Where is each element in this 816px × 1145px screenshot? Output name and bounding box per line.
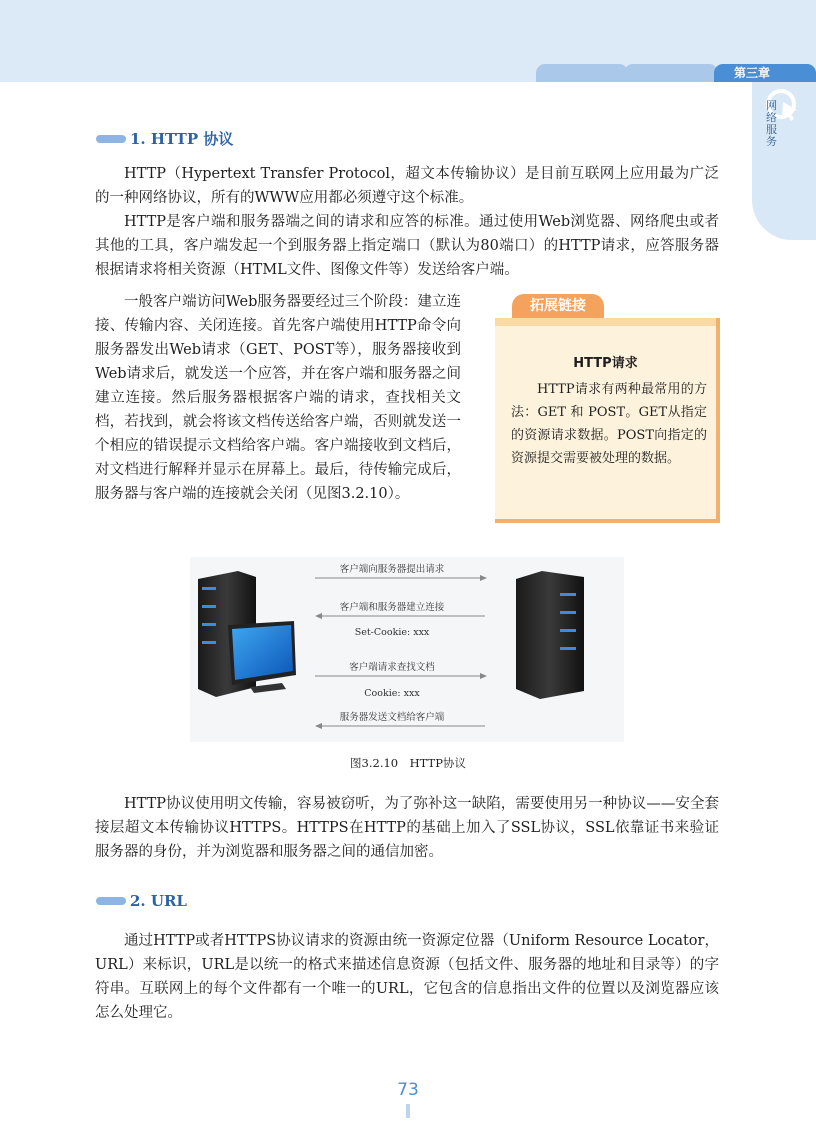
arrow-label: 客户端和服务器建立连接 [339,602,445,613]
side-label: 网络服务 [766,99,777,148]
chapter-tab-decor [536,64,628,82]
paragraph: HTTP（Hypertext Transfer Protocol，超文本传输协议）是目前互联网上应用最为广泛的一种网络协议，所有的WWW应用都必须遵守这个标准。 [95,166,719,206]
server-right-icon [516,571,584,699]
page-number-tick [406,1104,410,1118]
paragraph: 一般客户端访问Web服务器要经过三个阶段：建立连接、传输内容、关闭连接。首先客户端使用HTTP命令向服务器发出Web请求（GET、POST等），服务器接收到Web请求后，就发送一个应答，并在客户端和服务器之间建立连接。然后服务器根据客户端的请求，查找相关文档，若找到，就会将该文档传送给客户端，否则就发送一个相应的错误提示文档给客户端。客户端接收到文档后，对文档进行解释并显示在屏幕上。最后，待传输完成后，服务器与客户端的连接就会关闭（见图3.2.10）。 [95,294,461,502]
extension-body: HTTP请求有两种最常用的方法：GET 和 POST。GET从指定的资源请求数据。POST向指定的资源提交需要被处理的数据。 [511,382,707,466]
extension-top-strip [495,318,716,326]
chapter-tab: 第三章 [714,64,816,82]
page-number: 73 [397,1080,419,1100]
paragraph: HTTP协议使用明文传输，容易被窃听，为了弥补这一缺陷，需要使用另一种协议——安全套接层超文本传输协议HTTPS。HTTPS在HTTP的基础上加入了SSL协议，SSL依靠证书来验证服务器的身份，并为浏览器和服务器之间的通信加密。 [95,796,719,860]
chapter-tab-decor [624,64,718,82]
paragraph: HTTP是客户端和服务器端之间的请求和应答的标准。通过使用Web浏览器、网络爬虫或者其他的工具，客户端发起一个到服务器上指定端口（默认为80端口）的HTTP请求，应答服务器根据请求将相关资源（HTML文件、图像文件等）发送给客户端。 [95,214,719,278]
http-diagram [190,557,624,742]
heading-bar-icon [96,897,126,905]
arrow-label: 服务器发送文档给客户端 [339,712,445,723]
paragraph: 通过HTTP或者HTTPS协议请求的资源由统一资源定位器（Uniform Resource Locator，URL）来标识，URL是以统一的格式来描述信息资源（包括文件、服务器的地址和目录等）的字符串。互联网上的每个文件都有一个唯一的URL，它包含的信息指出文件的位置以及浏览器应该怎么处理它。 [95,933,719,1021]
figure-caption: 图3.2.10 HTTP协议 [350,756,466,770]
arrow-label: 客户端向服务器提出请求 [339,564,445,575]
arrow-label: Set-Cookie: xxx [354,627,430,638]
extension-box [495,318,720,523]
extension-tab: 拓展链接 [512,294,604,318]
arrow-label: 客户端请求查找文档 [349,662,435,673]
arrow-label: Cookie: xxx [364,688,420,699]
section-heading-url: 2. URL [96,892,187,910]
section-heading-http: 1. HTTP 协议 [96,128,233,149]
extension-title: HTTP请求 [573,356,638,371]
heading-bar-icon [96,135,126,143]
